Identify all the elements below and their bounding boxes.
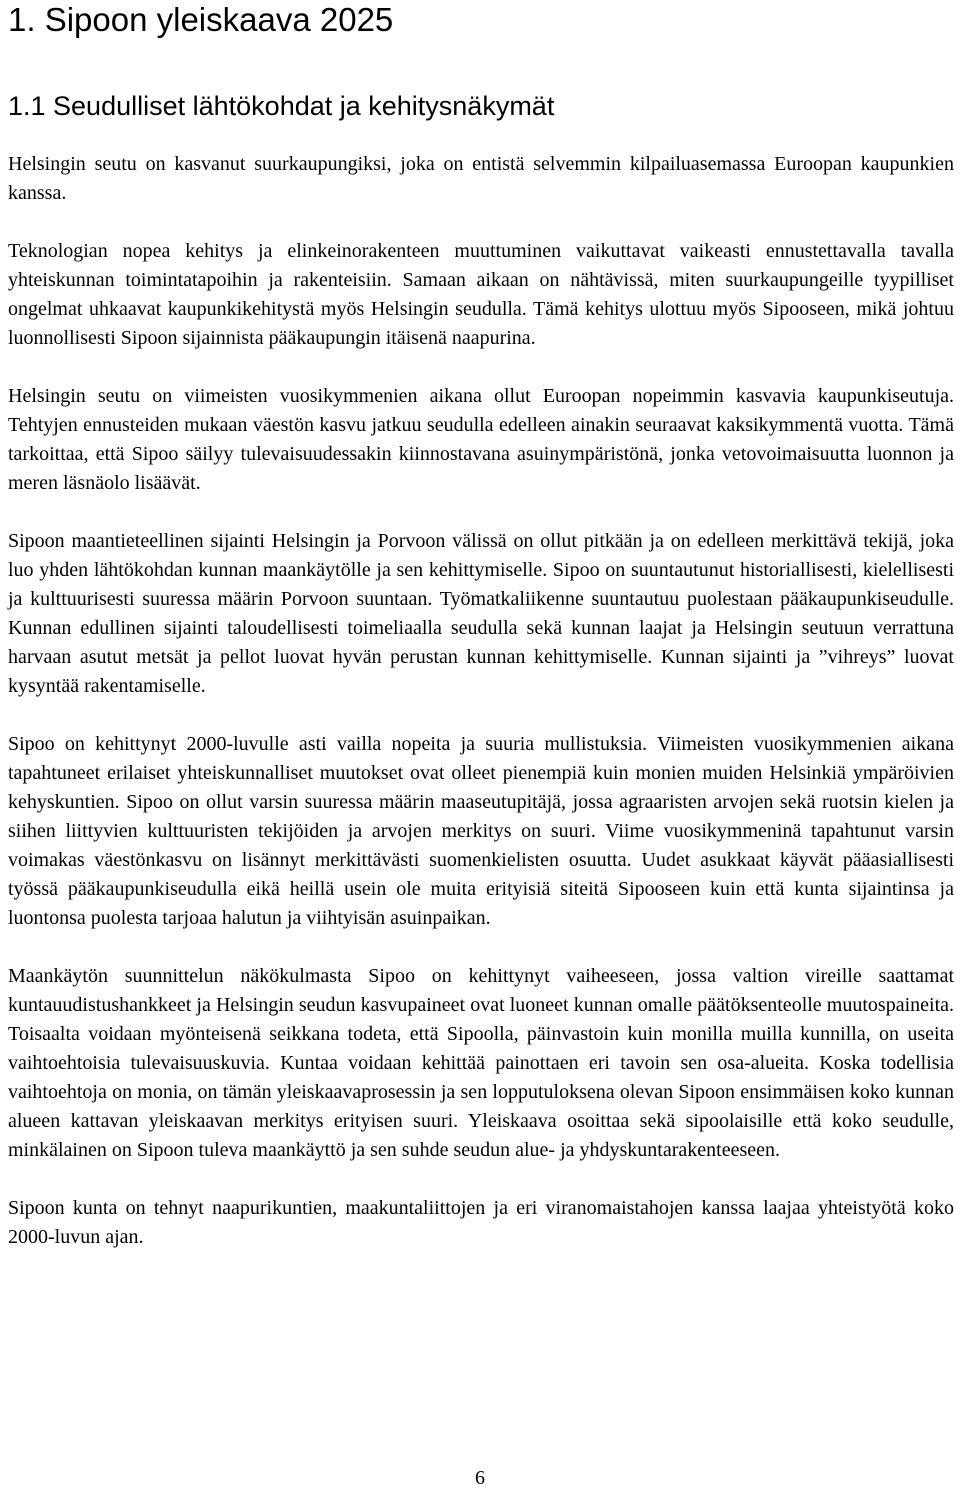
chapter-title: 1. Sipoon yleiskaava 2025 [8,1,394,38]
paragraph: Helsingin seutu on viimeisten vuosikymmenien aikana ollut Euroopan nopeimmin kasvavia kaupunkiseutuja. Tehtyjen ennusteiden mukaan väestön kasvu jatkuu seudulla edelleen ainakin seuraavat kaksikymmentä vuotta. Tämä tarkoittaa, että Sipoo säilyy tulevaisuudessakin kiinnostavana asuinympäristönä, jonka vetovoimaisuutta luonnon ja meren läsnäolo lisäävät. [8,385,954,494]
paragraph: Sipoon kunta on tehnyt naapurikuntien, maakuntaliittojen ja eri viranomaistahojen kanssa laajaa yhteistyötä koko 2000-luvun ajan. [8,1197,954,1248]
paragraph: Sipoon maantieteellinen sijainti Helsingin ja Porvoon välissä on ollut pitkään ja on edelleen merkittävä tekijä, joka luo yhden lähtökohdan kunnan maankäytölle ja sen kehittymiselle. Sipoo on suuntautunut historiallisesti, kielellisesti ja kulttuurisesti suuressa määrin Porvoon suuntaan. Työmatkaliikenne suuntautuu puolestaan pääkaupunkiseudulle. Kunnan edullinen sijainti taloudellisesti toimeliaalla seudulla sekä kunnan laajat ja Helsingin seutuun verrattuna harvaan asutut metsät ja pellot luovat hyvän perustan kunnan kehittymiselle. Kunnan sijainti ja ”vihreys” luovat kysyntää rakentamiselle. [8,530,954,697]
section-title: 1.1 Seudulliset lähtökohdat ja kehitysnäkymät [8,91,555,121]
body-text [8,150,954,1281]
page-number: 6 [475,1467,485,1489]
paragraph: Maankäytön suunnittelun näkökulmasta Sipoo on kehittynyt vaiheeseen, jossa valtion vireille saattamat kuntauudistushankkeet ja Helsingin seudun kasvupaineet ovat luoneet kunnan omalle päätöksenteolle muutospaineita. Toisaalta voidaan myönteisenä seikkana todeta, että Sipoolla, päinvastoin kuin monilla muilla kunnilla, on useita vaihtoehtoisia tulevaisuuskuvia. Kuntaa voidaan kehittää painottaen eri tavoin sen osa-alueita. Koska todellisia vaihtoehtoja on monia, on tämän yleiskaavaprosessin ja sen lopputuloksena olevan Sipoon ensimmäisen koko kunnan alueen kattavan yleiskaavan merkitys erityisen suuri. Yleiskaava osoittaa sekä sipoolaisille että koko seudulle, minkälainen on Sipoon tuleva maankäyttö ja sen suhde seudun alue- ja yhdyskuntarakenteeseen. [8,965,954,1161]
paragraph: Helsingin seutu on kasvanut suurkaupungiksi, joka on entistä selvemmin kilpailuasemassa Euroopan kaupunkien kanssa. [8,153,954,204]
paragraph: Teknologian nopea kehitys ja elinkeinorakenteen muuttuminen vaikuttavat vaikeasti ennustettavalla tavalla yhteiskunnan toimintatapoihin ja rakenteisiin. Samaan aikaan on nähtävissä, miten suurkaupungeille tyypilliset ongelmat uhkaavat kaupunkikehitystä myös Helsingin seudulla. Tämä kehitys ulottuu myös Sipooseen, mikä johtuu luonnollisesti Sipoon sijainnista pääkaupungin itäisenä naapurina. [8,240,954,349]
paragraph: Sipoo on kehittynyt 2000-luvulle asti vailla nopeita ja suuria mullistuksia. Viimeisten vuosikymmenien aikana tapahtuneet erilaiset yhteiskunnalliset muutokset ovat olleet pienempiä kuin monien muiden Helsinkiä ympäröivien kehyskuntien. Sipoo on ollut varsin suuressa määrin maaseutupitäjä, jossa agraaristen arvojen sekä ruotsin kielen ja siihen liittyvien kulttuuristen tekijöiden ja arvojen merkitys on suuri. Viime vuosikymmeninä tapahtunut varsin voimakas väestönkasvu on lisännyt merkittävästi suomenkielisten osuutta. Uudet asukkaat käyvät pääasiallisesti työssä pääkaupunkiseudulla eikä heillä usein ole muita erityisiä siteitä Sipooseen kuin että kunta sijaintinsa ja luontonsa puolesta tarjoaa halutun ja viihtyisän asuinpaikan. [8,733,954,929]
